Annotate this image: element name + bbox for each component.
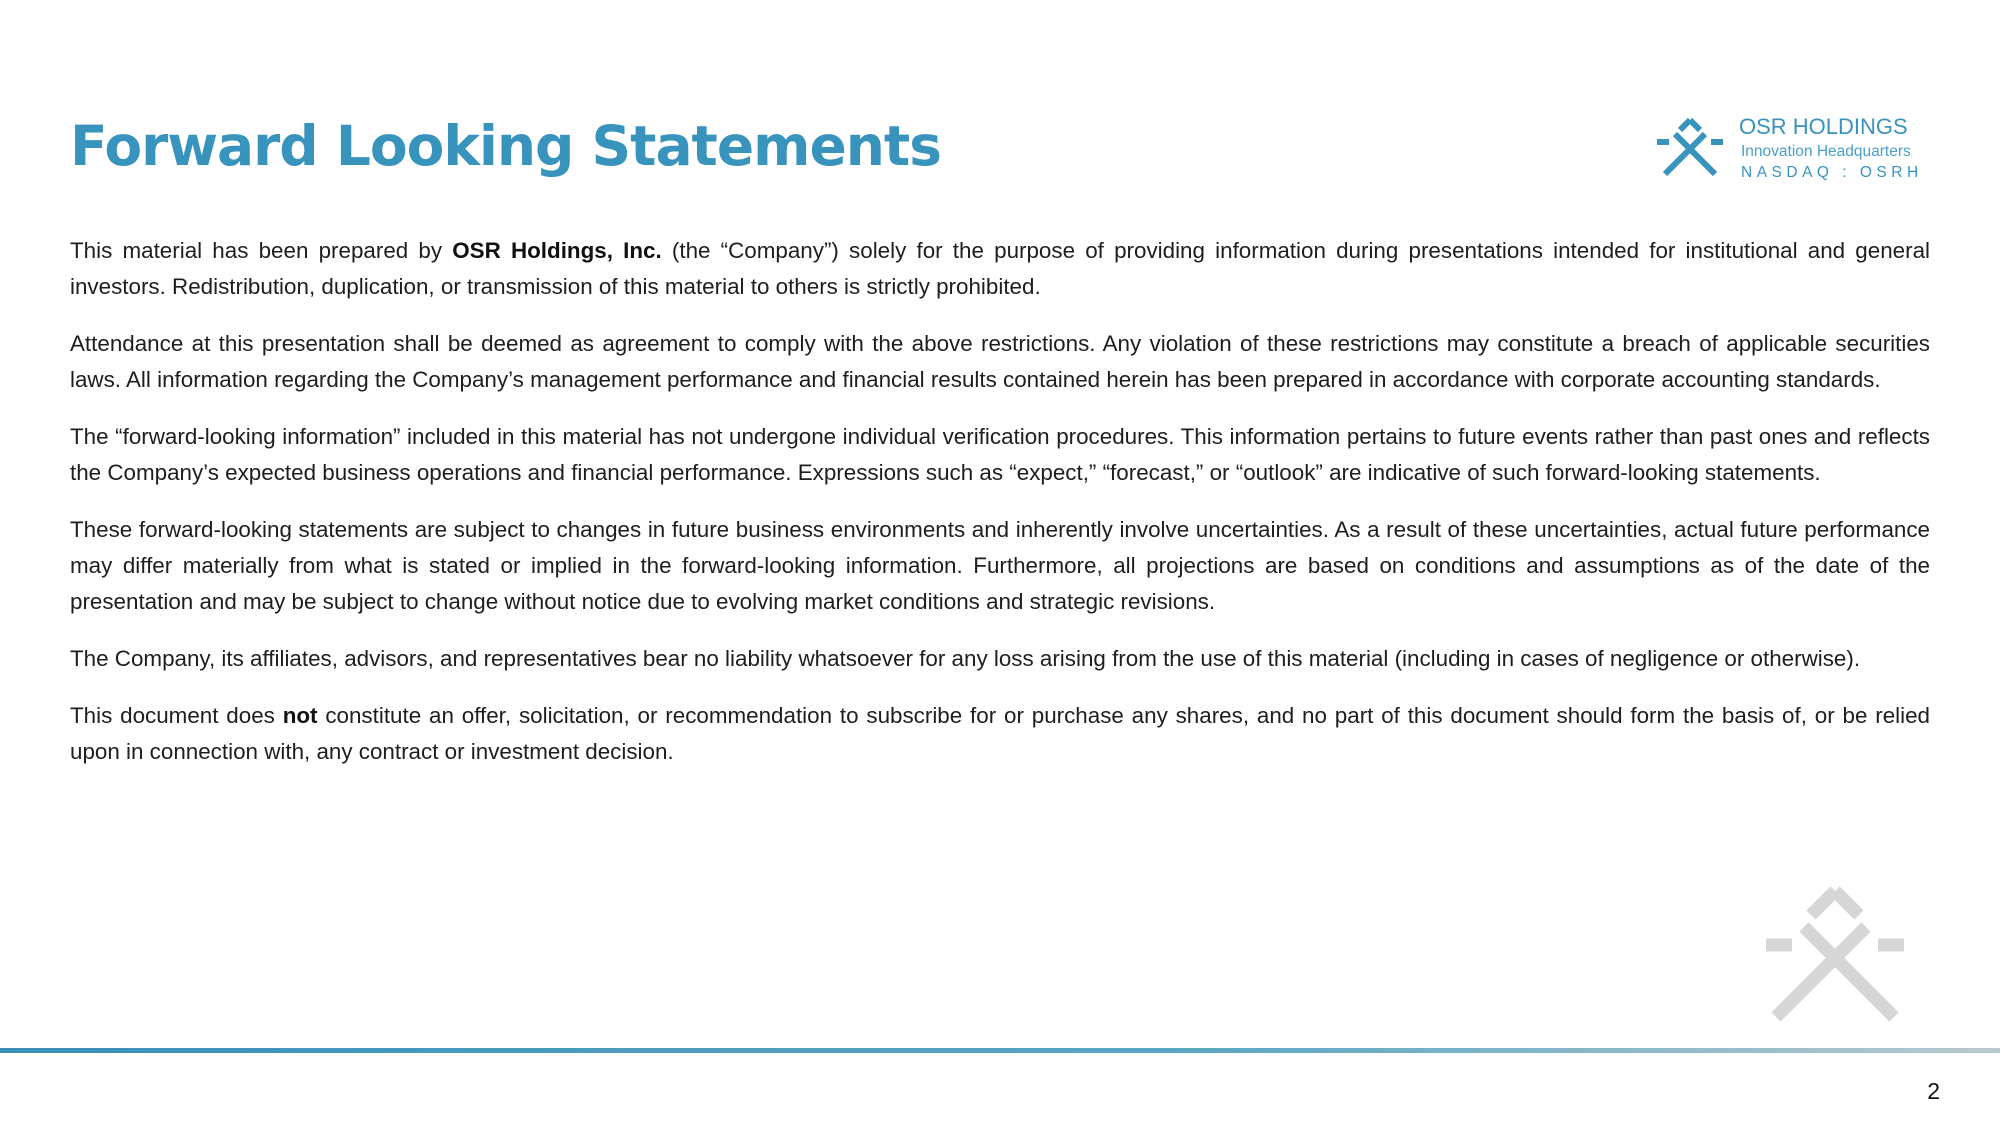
disclaimer-body [70,233,1930,791]
osr-watermark-icon [1762,885,1908,1023]
company-logo [1655,114,1925,184]
paragraph-6-text-before: This document does [70,703,283,728]
paragraph-2: Attendance at this presentation shall be deemed as agreement to comply with the above restrictions. Any violation of these restrictions may constitute a breach of applicable securities laws. All information regarding the Company’s management performance and financial results contained herein has been prepared in accordance with corporate accounting standards. [70,331,1930,392]
paragraph-4: These forward-looking statements are subject to changes in future business environments and inherently involve uncertainties. As a result of these uncertainties, actual future performance may differ materially from what is stated or implied in the forward-looking information. Furthermore, all projections are based on conditions and assumptions as of the date of the presentation and may be subject to change without notice due to evolving market conditions and strategic revisions. [70,517,1930,614]
logo-company-name: OSR HOLDINGS [1739,114,1908,139]
footer-divider [0,1048,2000,1053]
paragraph-1 [70,233,1930,305]
page-number: 2 [1927,1078,1940,1104]
paragraph-5: The Company, its affiliates, advisors, and representatives bear no liability whatsoever for any loss arising from the use of this material (including in cases of negligence or otherwise). [70,646,1861,671]
paragraph-1-text-before: This material has been prepared by [70,238,453,263]
paragraph-1-text-after: (the “Company”) solely for the purpose of providing information during presentations intended for institutional and general investors. Redistribution, duplication, or transmission of this material to others is strictly prohibited. [70,238,1930,299]
company-name-bold: OSR Holdings, Inc. [452,238,662,263]
page-title: Forward Looking Statements [70,114,941,178]
osr-logo-mark-icon [1655,118,1725,182]
paragraph-6 [70,698,1930,770]
logo-tagline: Innovation Headquarters [1741,143,1911,160]
paragraph-6-text-after: constitute an offer, solicitation, or recommendation to subscribe for or purchase any shares, and no part of this document should form the basis of, or be relied upon in connection with, any contract or investment decision. [70,703,1930,764]
logo-ticker: NASDAQ : OSRH [1741,164,1923,181]
paragraph-3: The “forward-looking information” included in this material has not undergone individual verification procedures. This information pertains to future events rather than past ones and reflects the Company’s expected business operations and financial performance. Expressions such as “expect,” “forecast,” or “outlook” are indicative of such forward-looking statements. [70,424,1930,485]
emphasis-not: not [282,703,318,728]
